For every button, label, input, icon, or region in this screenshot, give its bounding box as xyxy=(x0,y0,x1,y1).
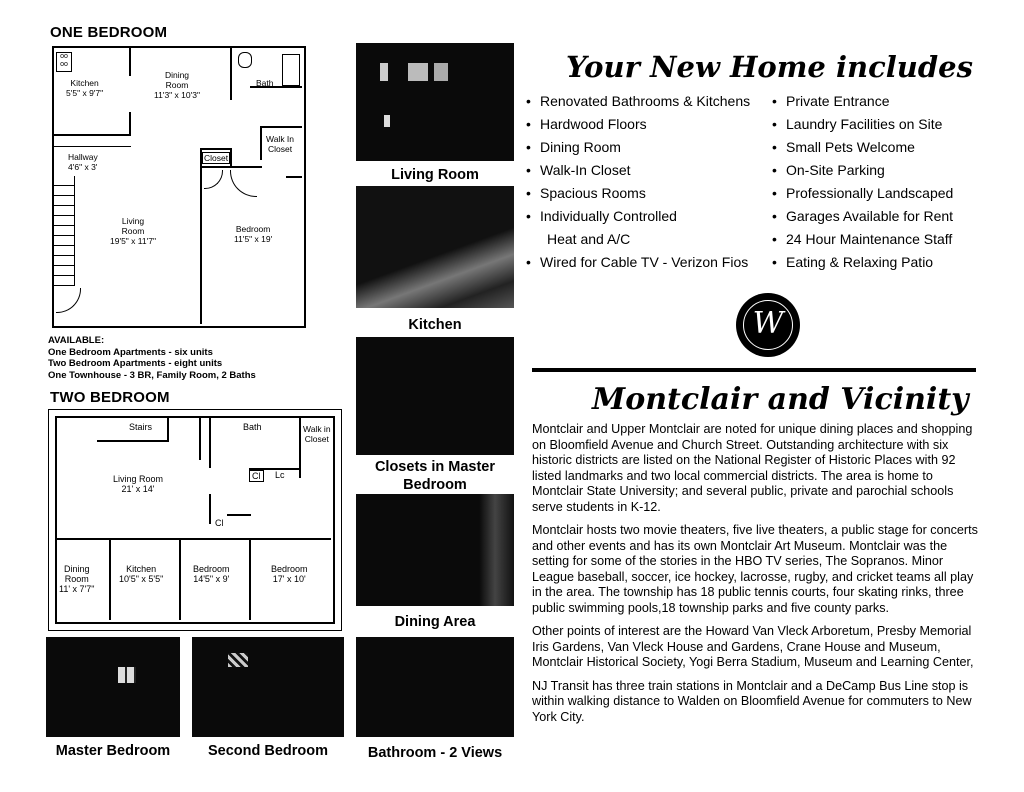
two-bedroom-floorplan xyxy=(48,409,342,631)
dining-area-photo xyxy=(356,494,514,606)
vicinity-paragraph: NJ Transit has three train stations in Montclair and a DeCamp Bus Line stop is within walking distance to Walden on Bloomfield Avenue for commuters to New York City. xyxy=(532,678,972,724)
second-bedroom-photo xyxy=(192,637,344,737)
vicinity-paragraph: Other points of interest are the Howard Van Vleck Arboretum, Presby Memorial Iris Gardens, Van Vleck House and Gardens, Crane House and Museum, Montclair Historical Society, Yogi Berra Stadium, Museum and Learning Center, xyxy=(532,624,974,669)
one-bedroom-floorplan: oo oo Kitchen 5'5" x 9'7" Dining Room 11'3" x 10'3" Bath Walk In Closet Closet Hallway 4'6" x 3' Living Room 19'5" x 11'7" Bedroom 11'5" x 19' xyxy=(52,46,306,328)
feature-item: • Eating & Relaxing Patio xyxy=(772,251,953,274)
feature-item: • Spacious Rooms xyxy=(526,182,750,205)
logo-letter: W xyxy=(752,306,784,341)
two-lc-label: Lc xyxy=(275,470,285,480)
one-bedroom-title: ONE BEDROOM xyxy=(50,24,168,41)
availability-line: Two Bedroom Apartments - eight units xyxy=(48,358,223,369)
one-hallway-label: Hallway 4'6" x 3' xyxy=(68,152,98,172)
feature-item: • Small Pets Welcome xyxy=(772,136,953,159)
two-living-label: Living Room 21' x 14' xyxy=(113,474,164,494)
bathroom-photo xyxy=(356,637,514,737)
feature-item: • Renovated Bathrooms & Kitchens xyxy=(526,90,750,113)
availability-line: One Bedroom Apartments - six units xyxy=(48,346,213,358)
features-title: Your New Home includes xyxy=(566,50,973,84)
feature-item: • Walk-In Closet xyxy=(526,159,750,182)
two-walkin-label: Walk in Closet xyxy=(303,424,331,444)
feature-item: Heat and A/C xyxy=(547,231,631,247)
availability-label: AVAILABLE: xyxy=(48,335,105,346)
closets-photo xyxy=(356,337,514,455)
section-divider xyxy=(532,368,976,372)
one-bedroom-label: Bedroom 11'5" x 19' xyxy=(234,224,273,244)
one-dining-label: Dining Room 11'3" x 10'3" xyxy=(154,70,200,100)
dining-area-caption: Dining Area xyxy=(394,614,476,630)
one-living-label: Living Room 19'5" x 11'7" xyxy=(110,216,156,246)
master-bedroom-photo xyxy=(46,637,180,737)
master-bedroom-caption: Master Bedroom xyxy=(55,743,171,759)
vicinity-title: Montclair and Vicinity xyxy=(592,382,969,417)
vicinity-paragraph: Montclair hosts two movie theaters, five live theaters, a public stage for concerts and other events and has its own Montclair Art Museum. Montclair was the setting for some of the stories in the HBO TV series, The Sopranos. Minor League baseball, soccer, ice hockey, lacrosse, rugby, and cricket teams all play in the area. The township has 18 public tennis courts, four skating rinks, three public swimming pools,18 township parks and five county parks. xyxy=(532,523,978,615)
one-walkin-label: Walk In Closet xyxy=(266,134,295,154)
bathroom-caption: Bathroom - 2 Views xyxy=(367,745,503,761)
availability-block xyxy=(48,335,256,381)
two-bedroom-title: TWO BEDROOM xyxy=(50,389,170,406)
one-bath-label: Bath xyxy=(256,78,274,88)
feature-item: • Dining Room xyxy=(526,136,750,159)
two-cl2-label: Cl xyxy=(215,518,224,528)
features-left-list xyxy=(526,90,750,274)
second-bedroom-caption: Second Bedroom xyxy=(207,743,329,759)
kitchen-photo xyxy=(356,186,514,308)
feature-item: • Laundry Facilities on Site xyxy=(772,113,953,136)
feature-item: • 24 Hour Maintenance Staff xyxy=(772,228,953,251)
feature-item: • On-Site Parking xyxy=(772,159,953,182)
two-bath-label: Bath xyxy=(243,422,262,432)
two-dining-label: Dining Room 11' x 7'7" xyxy=(59,564,95,594)
availability-line: One Townhouse - 3 BR, Family Room, 2 Baths xyxy=(48,369,256,381)
two-bedroom1-label: Bedroom 14'5" x 9' xyxy=(193,564,230,584)
feature-item: • Private Entrance xyxy=(772,90,953,113)
features-right-list xyxy=(772,90,953,274)
feature-item: • Garages Available for Rent xyxy=(772,205,953,228)
living-room-photo xyxy=(356,43,514,161)
feature-item: • Individually Controlled xyxy=(526,205,750,228)
vicinity-text xyxy=(532,422,980,733)
one-kitchen-label: Kitchen 5'5" x 9'7" xyxy=(66,78,104,98)
two-cl1-label: Cl xyxy=(249,470,264,482)
living-room-caption: Living Room xyxy=(391,167,479,183)
feature-item: • Wired for Cable TV - Verizon Fios xyxy=(526,251,750,274)
vicinity-paragraph: Montclair and Upper Montclair are noted for unique dining places and shopping on Bloomfield Avenue and Church Street. Outstanding architecture with six historic districts are listed on the National Register of Historic Places with 92 listed landmarks and two local commercial districts. The area is home to Montclair State University; and several public, private and parochial schools serve students in K-12. xyxy=(532,422,973,514)
two-bedroom2-label: Bedroom 17' x 10' xyxy=(271,564,308,584)
feature-item: • Professionally Landscaped xyxy=(772,182,953,205)
feature-item: • Hardwood Floors xyxy=(526,113,750,136)
two-kitchen-label: Kitchen 10'5" x 5'5" xyxy=(119,564,164,584)
kitchen-caption: Kitchen xyxy=(408,317,462,333)
walden-logo xyxy=(736,293,800,357)
closets-caption: Closets in Master Bedroom xyxy=(374,459,496,493)
two-stairs-label: Stairs xyxy=(129,422,153,432)
one-closet-label: Closet xyxy=(204,153,229,163)
